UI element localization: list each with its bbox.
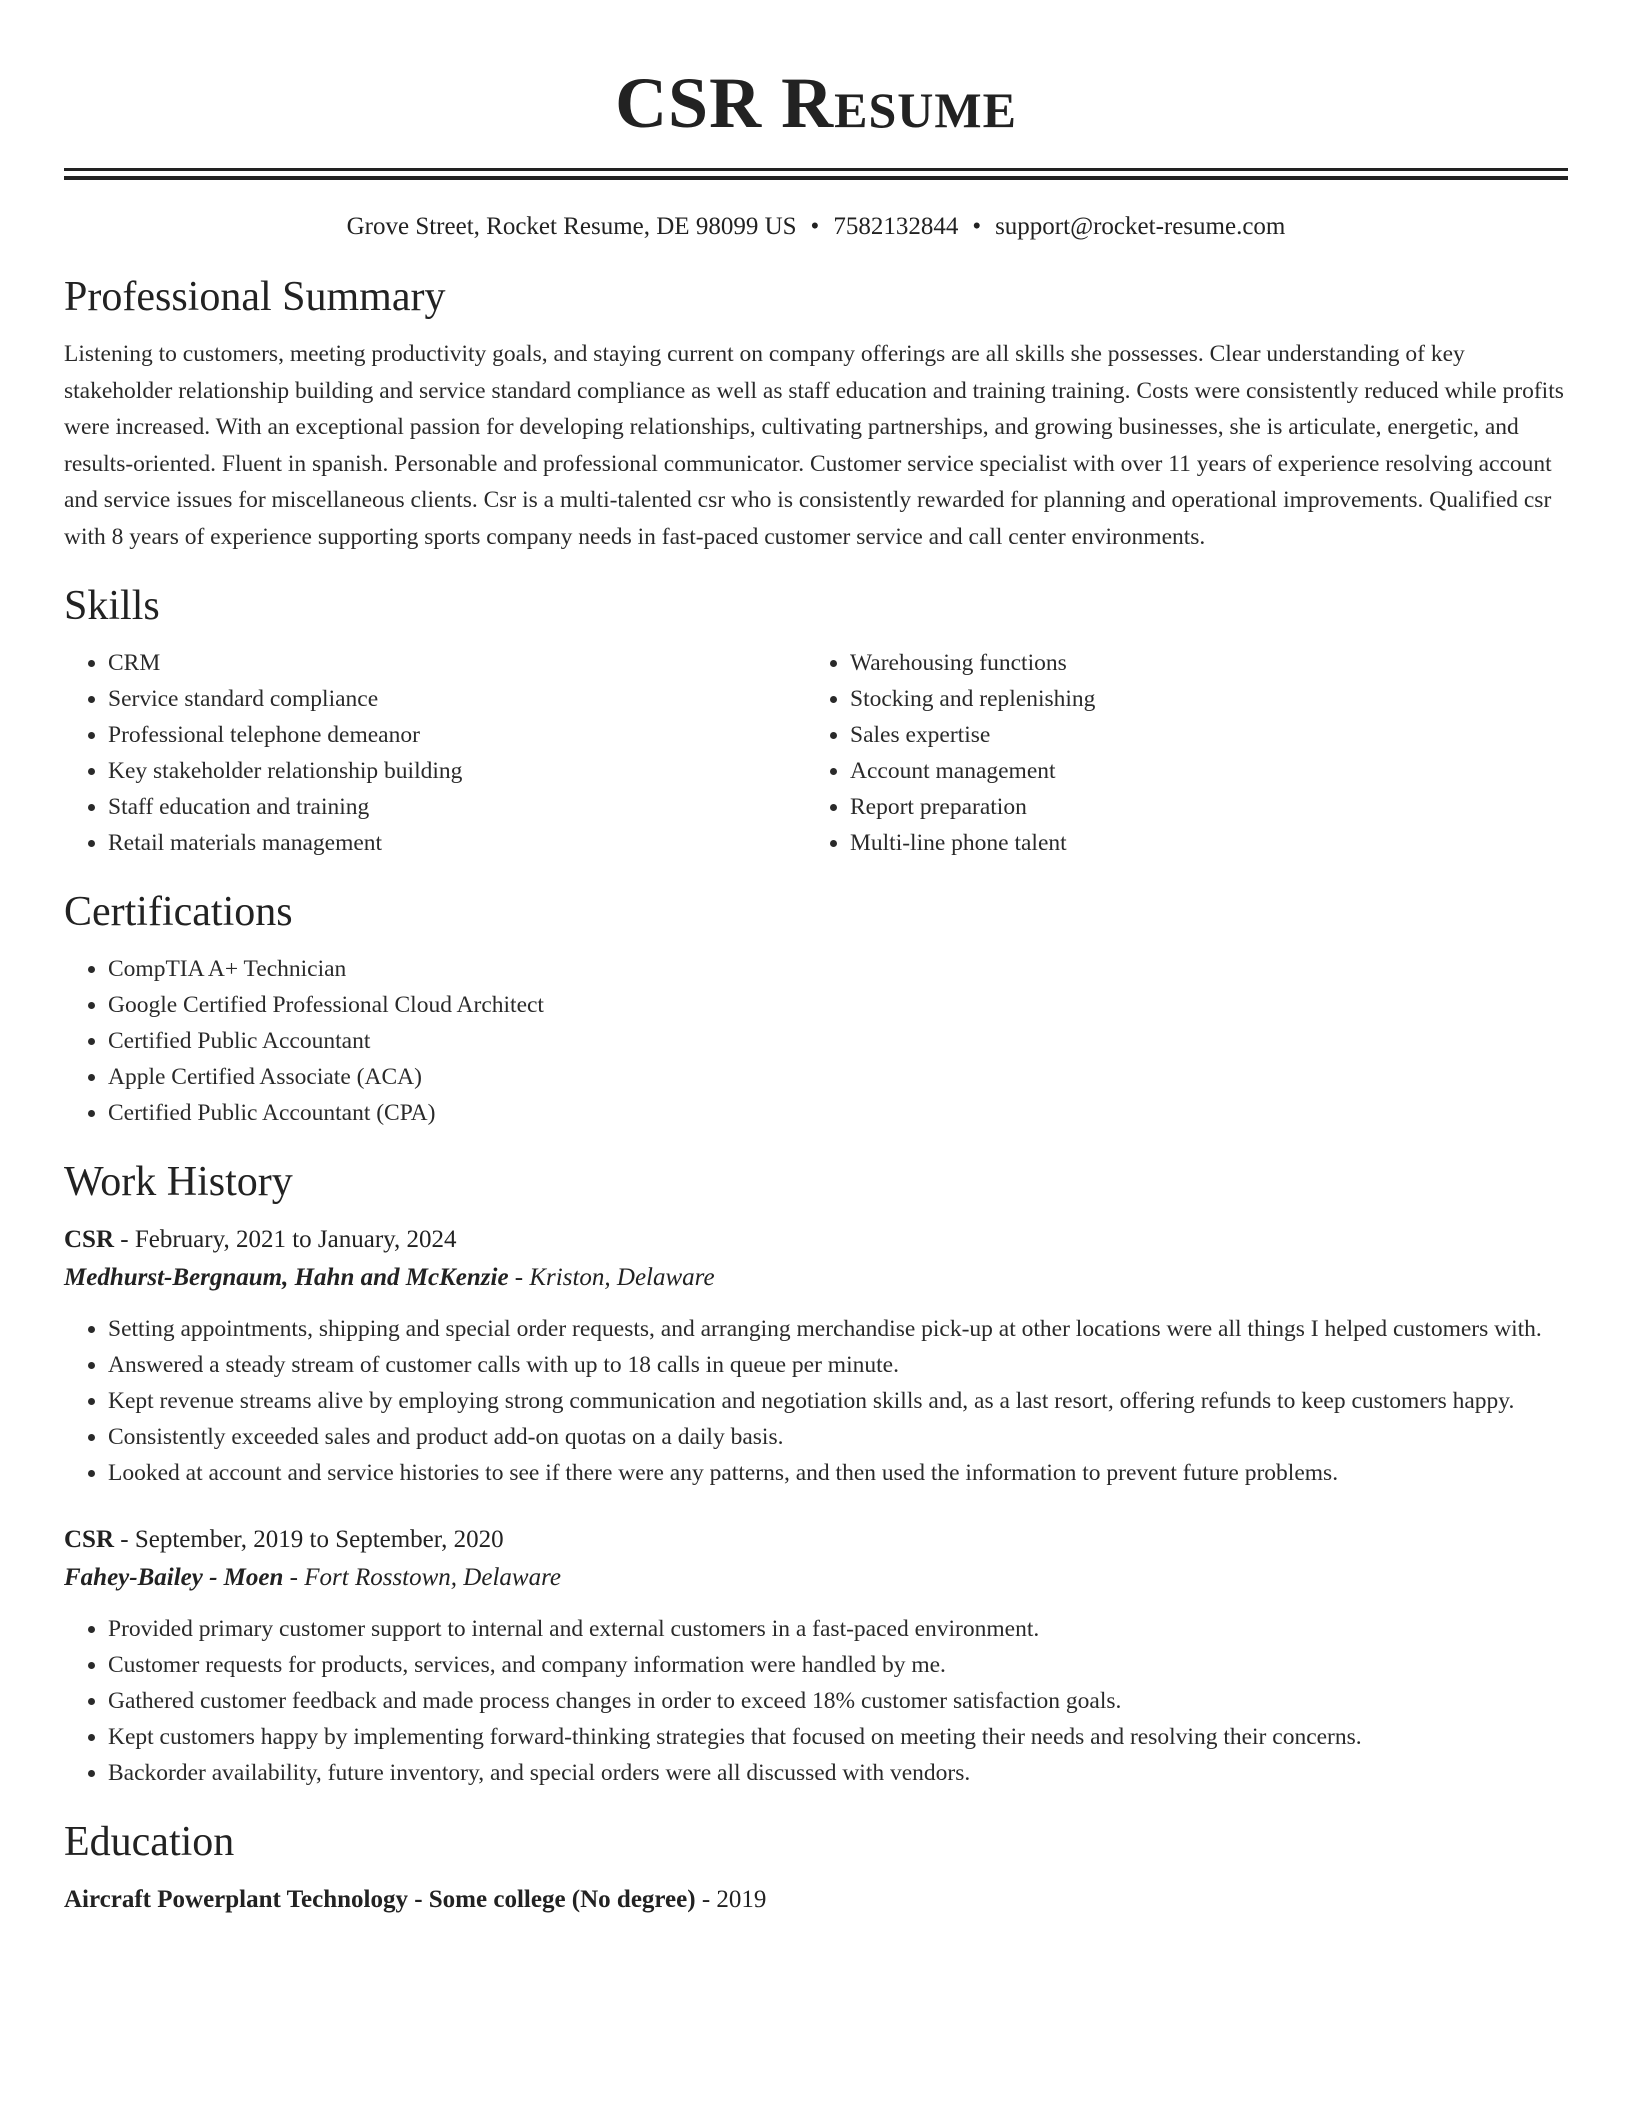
list-item: • Kept revenue streams alive by employing strong communication and negotiation skills and, as a last resort, offering refunds to keep customers happy.	[108, 1383, 1568, 1419]
contact-separator: •	[972, 213, 982, 240]
summary-heading: Professional Summary	[64, 274, 446, 320]
list-item: • Stocking and replenishing	[850, 681, 1548, 717]
job-bullets	[64, 1311, 1568, 1491]
list-item: • Staff education and training	[108, 789, 806, 825]
list-item: • Professional telephone demeanor	[108, 717, 806, 753]
title-small-caps: Resume	[781, 63, 1017, 143]
job-title: CSR	[64, 1526, 115, 1553]
certifications-section	[64, 885, 1568, 1131]
job-entry	[64, 1521, 1568, 1791]
job-title-line	[64, 1221, 1568, 1259]
title-main: CSR	[615, 63, 782, 143]
skills-right-column	[806, 645, 1548, 861]
employer-line	[64, 1559, 1568, 1597]
job-title: CSR	[64, 1226, 115, 1253]
resume-title	[64, 0, 1568, 148]
education-section	[64, 1815, 1568, 1919]
list-item: • Key stakeholder relationship building	[108, 753, 806, 789]
list-item: • Apple Certified Associate (ACA)	[108, 1059, 1568, 1095]
list-item: • Gathered customer feedback and made process changes in order to exceed 18% customer satisfaction goals.	[108, 1683, 1568, 1719]
summary-text: Listening to customers, meeting productivity goals, and staying current on company offerings are all skills she possesses. Clear understanding of key stakeholder relationship building and service standard compliance as well as staff education and training training. Costs were consistently reduced while profits were increased. With an exceptional passion for developing relationships, cultivating partnerships, and growing businesses, she is articulate, energetic, and results-oriented. Fluent in spanish. Personable and professional communicator. Customer service specialist with over 11 years of experience resolving account and service issues for miscellaneous clients. Csr is a multi-talented csr who is consistently rewarded for planning and operational improvements. Qualified csr with 8 years of experience supporting sports company needs in fast-paced customer service and call center environments.	[64, 341, 1564, 550]
certifications-heading: Certifications	[64, 889, 293, 935]
job-dates: - September, 2019 to September, 2020	[114, 1526, 504, 1553]
skills-left-column	[64, 645, 806, 861]
list-item: • Multi-line phone talent	[850, 825, 1548, 861]
list-item: • Certified Public Accountant (CPA)	[108, 1095, 1568, 1131]
employer-name: Medhurst-Bergnaum, Hahn and McKenzie	[64, 1264, 509, 1291]
job-entry	[64, 1221, 1568, 1491]
contact-email: support@rocket-resume.com	[995, 213, 1286, 240]
list-item: • Customer requests for products, services, and company information were handled by me.	[108, 1647, 1568, 1683]
list-item: • Consistently exceeded sales and product add-on quotas on a daily basis.	[108, 1419, 1568, 1455]
skills-columns	[64, 645, 1568, 861]
skills-right-list	[806, 645, 1548, 861]
contact-separator: •	[810, 213, 820, 240]
list-item: • Looked at account and service histories to see if there were any patterns, and then used the information to prevent future problems.	[108, 1455, 1568, 1491]
summary-section	[64, 270, 1568, 555]
contact-address: Grove Street, Rocket Resume, DE 98099 US	[346, 213, 797, 240]
list-item: • Certified Public Accountant	[108, 1023, 1568, 1059]
employer-location: - Fort Rosstown, Delaware	[283, 1564, 561, 1591]
list-item: • Google Certified Professional Cloud Architect	[108, 987, 1568, 1023]
list-item: • Service standard compliance	[108, 681, 806, 717]
list-item: • Setting appointments, shipping and special order requests, and arranging merchandise pick-up at other locations were all things I helped customers with.	[108, 1311, 1568, 1347]
list-item: • CompTIA A+ Technician	[108, 951, 1568, 987]
list-item: • CRM	[108, 645, 806, 681]
list-item: • Backorder availability, future inventory, and special orders were all discussed with vendors.	[108, 1755, 1568, 1791]
employer-name: Fahey-Bailey - Moen	[64, 1564, 284, 1591]
skills-heading: Skills	[64, 583, 160, 629]
list-item: • Account management	[850, 753, 1548, 789]
skills-left-list	[64, 645, 806, 861]
job-title-line	[64, 1521, 1568, 1559]
contact-line	[64, 210, 1568, 244]
contact-phone: 7582132844	[833, 213, 959, 240]
list-item: • Report preparation	[850, 789, 1548, 825]
education-heading: Education	[64, 1819, 235, 1865]
work-history-heading: Work History	[64, 1159, 293, 1205]
education-entry	[64, 1881, 1568, 1919]
education-degree: Aircraft Powerplant Technology - Some college (No degree)	[64, 1886, 696, 1913]
list-item: • Kept customers happy by implementing forward-thinking strategies that focused on meeting their needs and resolving their concerns.	[108, 1719, 1568, 1755]
title-double-rule	[64, 168, 1568, 180]
list-item: • Sales expertise	[850, 717, 1548, 753]
certifications-list	[64, 951, 1568, 1131]
employer-line	[64, 1259, 1568, 1297]
job-bullets	[64, 1611, 1568, 1791]
list-item: • Warehousing functions	[850, 645, 1548, 681]
list-item: • Provided primary customer support to internal and external customers in a fast-paced environment.	[108, 1611, 1568, 1647]
education-year: - 2019	[695, 1886, 767, 1913]
skills-section	[64, 579, 1568, 861]
employer-location: - Kriston, Delaware	[508, 1264, 715, 1291]
job-dates: - February, 2021 to January, 2024	[114, 1226, 457, 1253]
list-item: • Answered a steady stream of customer calls with up to 18 calls in queue per minute.	[108, 1347, 1568, 1383]
work-history-section	[64, 1155, 1568, 1791]
list-item: • Retail materials management	[108, 825, 806, 861]
